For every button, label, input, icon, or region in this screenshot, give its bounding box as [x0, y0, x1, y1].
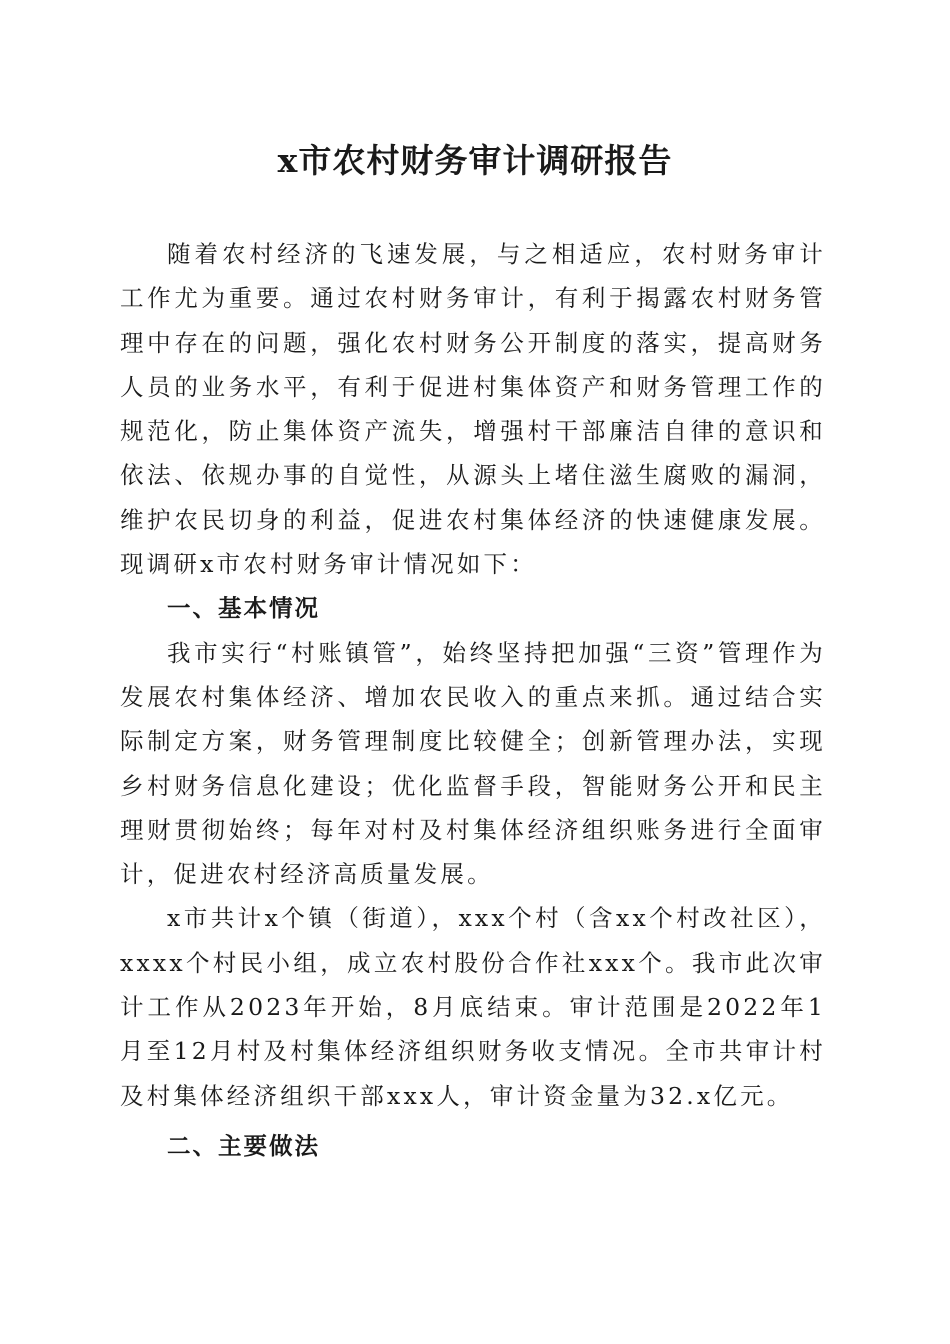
basic-situation-paragraph-2: x市共计x个镇（街道），xxx个村（含xx个村改社区），xxxx个村民小组，成立农村股份合作社xxx个。我市此次审计工作从2023年开始，8月底结束。审计范围是2022年1月至12月村及村集体经济组织财务收支情况。全市共审计村及村集体经济组织干部xxx人，审计资金量为32.x亿元。: [120, 904, 826, 1110]
document-title: x市农村财务审计调研报告: [277, 141, 673, 180]
intro-paragraph: 随着农村经济的飞速发展，与之相适应，农村财务审计工作尤为重要。通过农村财务审计，有利于揭露农村财务管理中存在的问题，强化农村财务公开制度的落实，提高财务人员的业务水平，有利于促进村集体资产和财务管理工作的规范化，防止集体资产流失，增强村干部廉洁自律的意识和依法、依规办事的自觉性，从源头上堵住滋生腐败的漏洞，维护农民切身的利益，促进农村集体经济的快速健康发展。现调研x市农村财务审计情况如下：: [120, 240, 826, 579]
document-body: [120, 232, 826, 1168]
basic-situation-paragraph-1: 我市实行“村账镇管”，始终坚持把加强“三资”管理作为发展农村集体经济、增加农民收入的重点来抓。通过结合实际制定方案，财务管理制度比较健全；创新管理办法，实现乡村财务信息化建设；优化监督手段，智能财务公开和民主理财贯彻始终；每年对村及村集体经济组织账务进行全面审计，促进农村经济高质量发展。: [120, 638, 826, 889]
section-heading-main-practices: 二、主要做法: [167, 1131, 320, 1160]
section-heading-basic-situation: 一、基本情况: [167, 594, 320, 623]
